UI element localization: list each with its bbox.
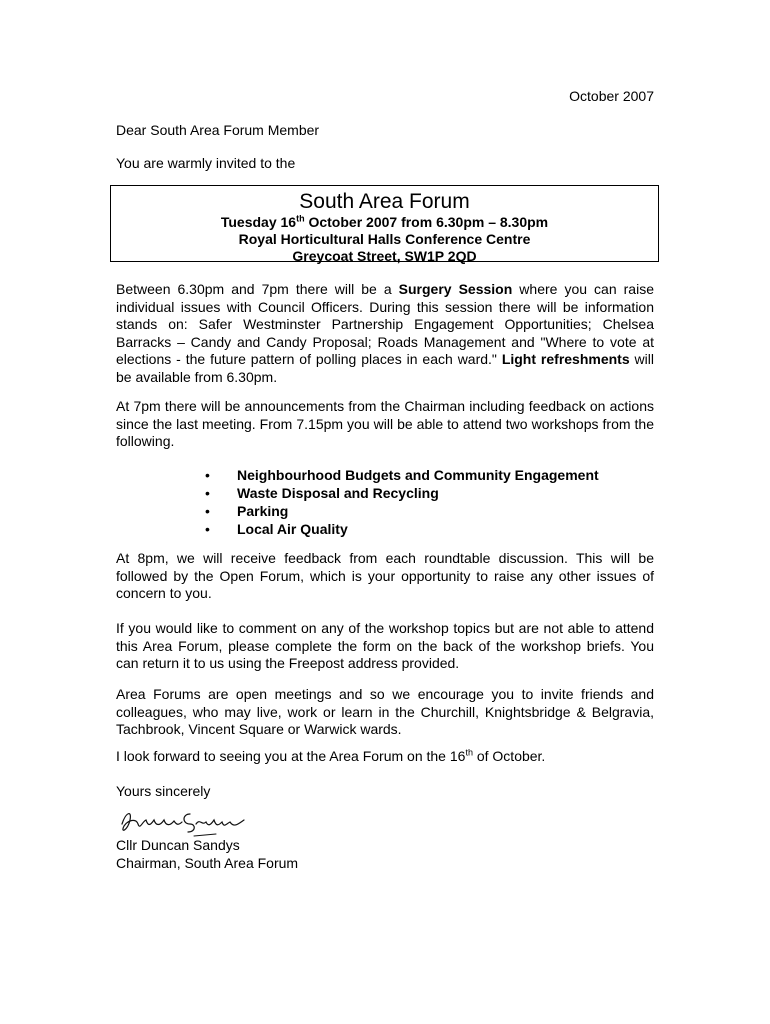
closing: Yours sincerely [116,783,211,799]
workshop-list [205,466,599,538]
para1-text-a: Between 6.30pm and 7pm there will be a [116,281,399,297]
event-date-suffix: October 2007 from 6.30pm – 8.30pm [304,214,549,230]
bullet-icon: • [205,503,210,519]
para1-text-c: where you can raise individual issues with Council Officers. During this session there will be information stands on: Safer Westminster Partnership Engagement Opportunities; Chelsea Barracks – Candy and Candy Proposal; Roads Management and "Where to vote at elections - the future pattern of polling places in each ward." [116,281,654,367]
event-address: Greycoat Street, SW1P 2QD [292,248,477,264]
workshop-label: Waste Disposal and Recycling [237,485,439,501]
light-refreshments-bold: Light refreshments [501,351,630,367]
paragraph-feedback: At 8pm, we will receive feedback from each roundtable discussion. This will be followed by the Open Forum, which is your opportunity to raise any other issues of concern to you. [116,550,654,601]
paragraph-look-forward [116,748,654,766]
signer-block [116,837,298,872]
list-item [205,484,599,502]
bullet-icon: • [205,467,210,483]
list-item [205,520,599,538]
paragraph-surgery [116,281,654,386]
para1-text-e: will be available from 6.30pm. [116,351,654,385]
event-date-prefix: Tuesday 16 [220,214,297,230]
paragraph-open-meetings: Area Forums are open meetings and so we encourage you to invite friends and colleagues, who may live, work or learn in the Churchill, Knightsbridge & Belgravia, Tachbrook, Vincent Square or Warwick wards. [116,686,654,737]
salutation: Dear South Area Forum Member [116,122,320,138]
para6-sup: th [465,747,473,758]
signer-title: Chairman, South Area Forum [116,854,299,871]
invite-line: You are warmly invited to the [116,155,296,171]
surgery-session-bold: Surgery Session [398,281,513,297]
workshop-label: Parking [237,503,289,519]
event-box [110,185,659,262]
event-title: South Area Forum [299,190,470,213]
para6-text-b: of October. [472,748,546,764]
signer-name: Cllr Duncan Sandys [116,837,240,853]
bullet-icon: • [205,485,210,501]
signature [116,804,256,840]
event-date [111,214,658,231]
para6-text-a: I look forward to seeing you at the Area Forum on the 16 [116,748,466,764]
event-date-sup: th [296,213,305,224]
workshop-label: Neighbourhood Budgets and Community Engagement [237,467,599,483]
paragraph-announcements: At 7pm there will be announcements from the Chairman including feedback on actions since the last meeting. From 7.15pm you will be able to attend two workshops from the following. [116,398,654,449]
paragraph-comment: If you would like to comment on any of the workshop topics but are not able to attend this Area Forum, please complete the form on the back of the workshop briefs. You can return it to us using the Freepost address provided. [116,620,654,671]
event-venue: Royal Horticultural Halls Conference Centre [238,231,531,247]
letter-date: October 2007 [569,88,654,104]
workshop-label: Local Air Quality [237,521,348,537]
bullet-icon: • [205,521,210,537]
list-item [205,466,599,484]
list-item [205,502,599,520]
